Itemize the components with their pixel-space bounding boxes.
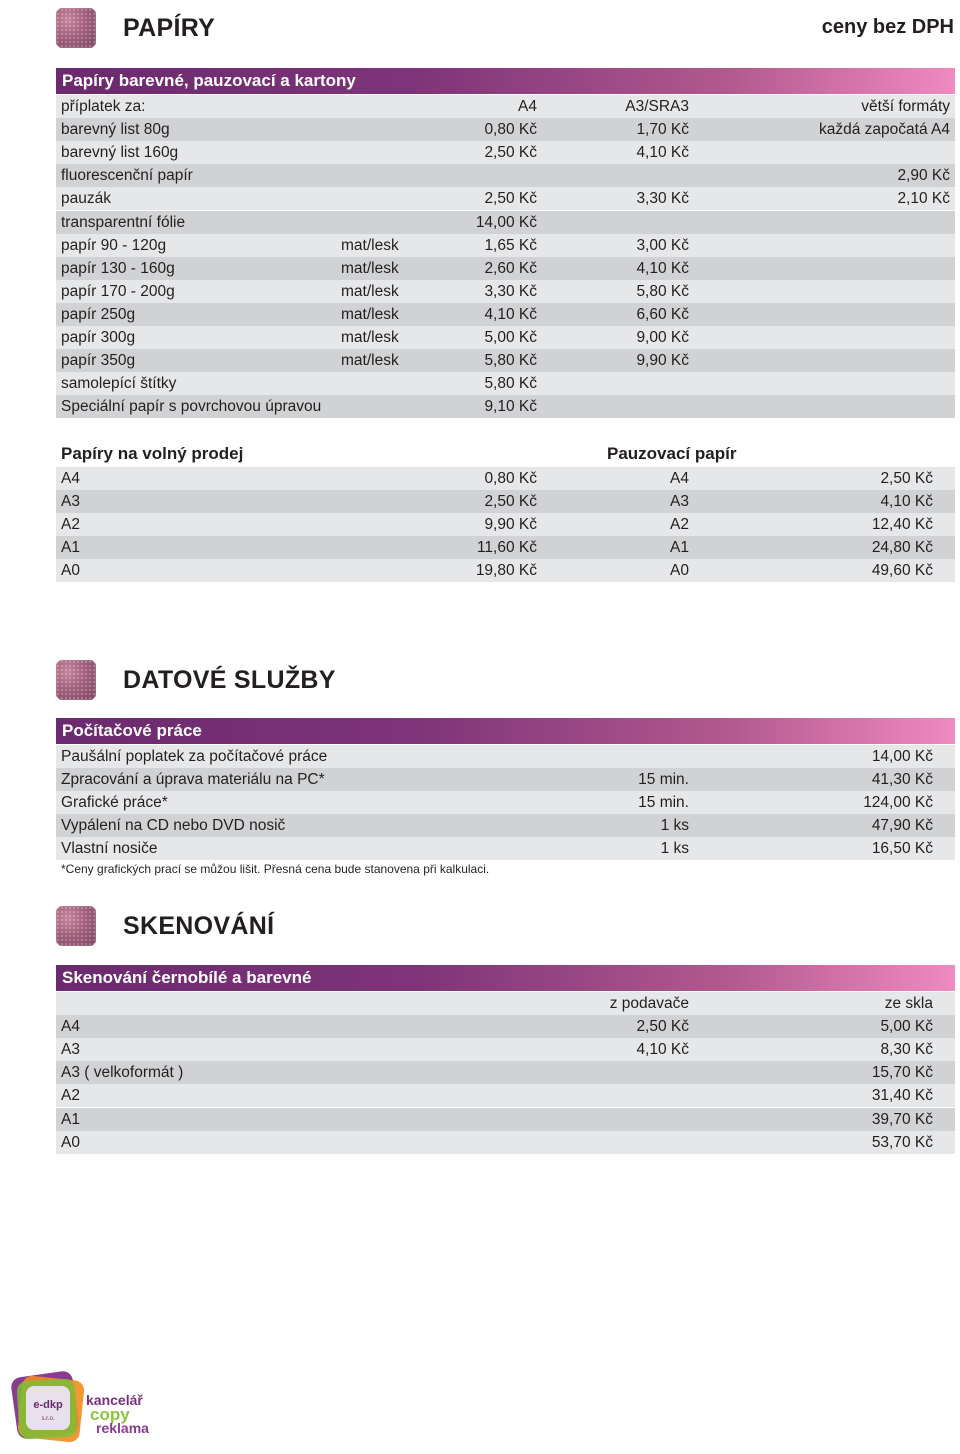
- col-feeder: z podavače: [609, 995, 689, 1012]
- free-size: A0: [61, 562, 80, 579]
- papers-row: [56, 187, 955, 210]
- paper-name: barevný list 160g: [61, 144, 179, 161]
- paper-finish: mat/lesk: [341, 260, 399, 277]
- tracing-price: 24,80 Kč: [871, 539, 933, 556]
- service-unit: 15 min.: [638, 771, 689, 788]
- data-services-note: *Ceny grafických prací se můžou lišit. Přesná cena bude stanovena při kalkulaci.: [61, 862, 490, 876]
- paper-price-a3: 4,10 Kč: [636, 260, 689, 277]
- paper-price-a3: 3,30 Kč: [636, 190, 689, 207]
- scan-size: A1: [61, 1111, 80, 1128]
- service-name: Paušální poplatek za počítačové práce: [61, 748, 328, 765]
- scan-glass-price: 39,70 Kč: [871, 1111, 933, 1128]
- company-logo: [6, 1370, 166, 1450]
- logo-brand: e-dkp: [33, 1399, 63, 1411]
- scan-glass-price: 53,70 Kč: [871, 1134, 933, 1151]
- scanning-header-row: [56, 992, 955, 1015]
- papers-band: Papíry barevné, pauzovací a kartony: [56, 68, 955, 94]
- paper-finish: mat/lesk: [341, 306, 399, 323]
- free-sale-row: [56, 513, 955, 536]
- paper-price-a4: 4,10 Kč: [484, 306, 537, 323]
- data-service-row: [56, 814, 955, 837]
- data-services-title: DATOVÉ SLUŽBY: [123, 666, 336, 694]
- papers-row: [56, 234, 955, 257]
- free-price: 11,60 Kč: [476, 539, 537, 556]
- paper-name: Speciální papír s povrchovou úpravou: [61, 398, 322, 415]
- paper-price-larger: každá započatá A4: [819, 121, 950, 138]
- scanning-row: [56, 1015, 955, 1038]
- scanning-row: [56, 1108, 955, 1131]
- tracing-size: A2: [670, 516, 689, 533]
- paper-name: papír 90 - 120g: [61, 237, 167, 254]
- paper-name: pauzák: [61, 190, 111, 207]
- section-icon-data: [56, 660, 96, 700]
- paper-price-a4: 5,00 Kč: [484, 329, 537, 346]
- col-label: příplatek za:: [61, 98, 146, 115]
- service-unit: 1 ks: [660, 840, 689, 857]
- section-icon-papiry: [56, 8, 96, 48]
- paper-price-larger: 2,90 Kč: [897, 167, 950, 184]
- scan-feeder-price: 4,10 Kč: [636, 1041, 689, 1058]
- col-a3: A3/SRA3: [625, 98, 689, 115]
- service-price: 124,00 Kč: [863, 794, 933, 811]
- free-sale-row: [56, 536, 955, 559]
- paper-name: papír 300g: [61, 329, 136, 346]
- col-larger: větší formáty: [861, 98, 950, 115]
- paper-name: papír 170 - 200g: [61, 283, 175, 300]
- paper-price-a4: 3,30 Kč: [484, 283, 537, 300]
- paper-name: transparentní fólie: [61, 214, 186, 231]
- free-size: A4: [61, 470, 80, 487]
- logo-line3: reklama: [96, 1420, 149, 1436]
- free-price: 9,90 Kč: [484, 516, 537, 533]
- paper-price-a4: 2,50 Kč: [484, 144, 537, 161]
- price-note: ceny bez DPH: [821, 16, 954, 38]
- scan-size: A4: [61, 1018, 80, 1035]
- paper-name: papír 350g: [61, 352, 136, 369]
- paper-price-a4: 2,50 Kč: [484, 190, 537, 207]
- service-price: 47,90 Kč: [871, 817, 933, 834]
- papers-row: [56, 303, 955, 326]
- tracing-price: 12,40 Kč: [871, 516, 933, 533]
- free-sale-row: [56, 490, 955, 513]
- scan-feeder-price: 2,50 Kč: [636, 1018, 689, 1035]
- data-services-band: Počítačové práce: [56, 718, 955, 744]
- scan-glass-price: 5,00 Kč: [880, 1018, 933, 1035]
- papers-row: [56, 118, 955, 141]
- scanning-row: [56, 1084, 955, 1107]
- service-name: Vlastní nosiče: [61, 840, 158, 857]
- paper-finish: mat/lesk: [341, 283, 399, 300]
- free-size: A1: [61, 539, 80, 556]
- free-sale-row: [56, 559, 955, 582]
- scan-glass-price: 31,40 Kč: [871, 1087, 933, 1104]
- free-price: 0,80 Kč: [484, 470, 537, 487]
- scan-glass-price: 8,30 Kč: [880, 1041, 933, 1058]
- logo-line2: copy: [90, 1405, 130, 1424]
- scanning-row: [56, 1038, 955, 1061]
- papers-row: [56, 280, 955, 303]
- section-icon-scan: [56, 906, 96, 946]
- paper-price-a4: 5,80 Kč: [484, 375, 537, 392]
- col-a4: A4: [518, 98, 537, 115]
- paper-price-a3: 6,60 Kč: [636, 306, 689, 323]
- data-service-row: [56, 745, 955, 768]
- tracing-size: A4: [670, 470, 689, 487]
- papers-row: [56, 211, 955, 234]
- scanning-row: [56, 1061, 955, 1084]
- free-price: 2,50 Kč: [484, 493, 537, 510]
- paper-price-a4: 14,00 Kč: [475, 214, 537, 231]
- tracing-size: A1: [670, 539, 689, 556]
- scanning-band: Skenování černobílé a barevné: [56, 965, 955, 991]
- scan-size: A0: [61, 1134, 80, 1151]
- papers-row: [56, 164, 955, 187]
- papers-row: [56, 141, 955, 164]
- tracing-size: A3: [670, 493, 689, 510]
- paper-price-a4: 0,80 Kč: [484, 121, 537, 138]
- papers-row: [56, 395, 955, 418]
- col-glass: ze skla: [884, 995, 933, 1012]
- paper-price-a4: 1,65 Kč: [484, 237, 537, 254]
- logo-line1: kancelář: [86, 1392, 143, 1408]
- paper-name: fluorescenční papír: [61, 167, 193, 184]
- papers-header-row: [56, 95, 955, 118]
- free-size: A2: [61, 516, 80, 533]
- service-name: Zpracování a úprava materiálu na PC*: [61, 771, 325, 788]
- paper-name: samolepící štítky: [61, 375, 177, 392]
- paper-price-a4: 5,80 Kč: [484, 352, 537, 369]
- data-service-row: [56, 837, 955, 860]
- papers-row: [56, 257, 955, 280]
- tracing-size: A0: [670, 562, 689, 579]
- paper-price-a3: 3,00 Kč: [636, 237, 689, 254]
- service-unit: 15 min.: [638, 794, 689, 811]
- papers-row: [56, 372, 955, 395]
- scan-size: A3: [61, 1041, 80, 1058]
- paper-finish: mat/lesk: [341, 352, 399, 369]
- service-price: 41,30 Kč: [871, 771, 933, 788]
- paper-price-a4: 9,10 Kč: [484, 398, 537, 415]
- paper-name: papír 250g: [61, 306, 136, 323]
- paper-price-a3: 1,70 Kč: [636, 121, 689, 138]
- service-name: Grafické práce*: [61, 794, 168, 811]
- service-unit: 1 ks: [660, 817, 689, 834]
- free-price: 19,80 Kč: [475, 562, 537, 579]
- paper-price-a3: 4,10 Kč: [636, 144, 689, 161]
- paper-finish: mat/lesk: [341, 329, 399, 346]
- scan-size: A3 ( velkoformát ): [61, 1064, 184, 1081]
- paper-price-larger: 2,10 Kč: [897, 190, 950, 207]
- data-service-row: [56, 791, 955, 814]
- paper-price-a3: 5,80 Kč: [636, 283, 689, 300]
- service-price: 16,50 Kč: [871, 840, 933, 857]
- papers-row: [56, 349, 955, 372]
- free-sale-row: [56, 467, 955, 490]
- papers-row: [56, 326, 955, 349]
- paper-finish: mat/lesk: [341, 237, 399, 254]
- free-size: A3: [61, 493, 80, 510]
- scan-size: A2: [61, 1087, 80, 1104]
- tracing-price: 2,50 Kč: [880, 470, 933, 487]
- tracing-price: 49,60 Kč: [871, 562, 933, 579]
- data-service-row: [56, 768, 955, 791]
- free-sale-heading: Papíry na volný prodej: [61, 444, 244, 463]
- scanning-row: [56, 1131, 955, 1154]
- scanning-title: SKENOVÁNÍ: [123, 912, 275, 940]
- paper-name: papír 130 - 160g: [61, 260, 175, 277]
- service-name: Vypálení na CD nebo DVD nosič: [61, 817, 286, 834]
- paper-price-a4: 2,60 Kč: [484, 260, 537, 277]
- tracing-heading: Pauzovací papír: [607, 444, 737, 463]
- scan-glass-price: 15,70 Kč: [871, 1064, 933, 1081]
- service-price: 14,00 Kč: [871, 748, 933, 765]
- tracing-price: 4,10 Kč: [880, 493, 933, 510]
- logo-brand-sub: s.r.o.: [41, 1416, 55, 1422]
- page-title: PAPÍRY: [123, 14, 216, 42]
- paper-name: barevný list 80g: [61, 121, 170, 138]
- paper-price-a3: 9,90 Kč: [636, 352, 689, 369]
- paper-price-a3: 9,00 Kč: [636, 329, 689, 346]
